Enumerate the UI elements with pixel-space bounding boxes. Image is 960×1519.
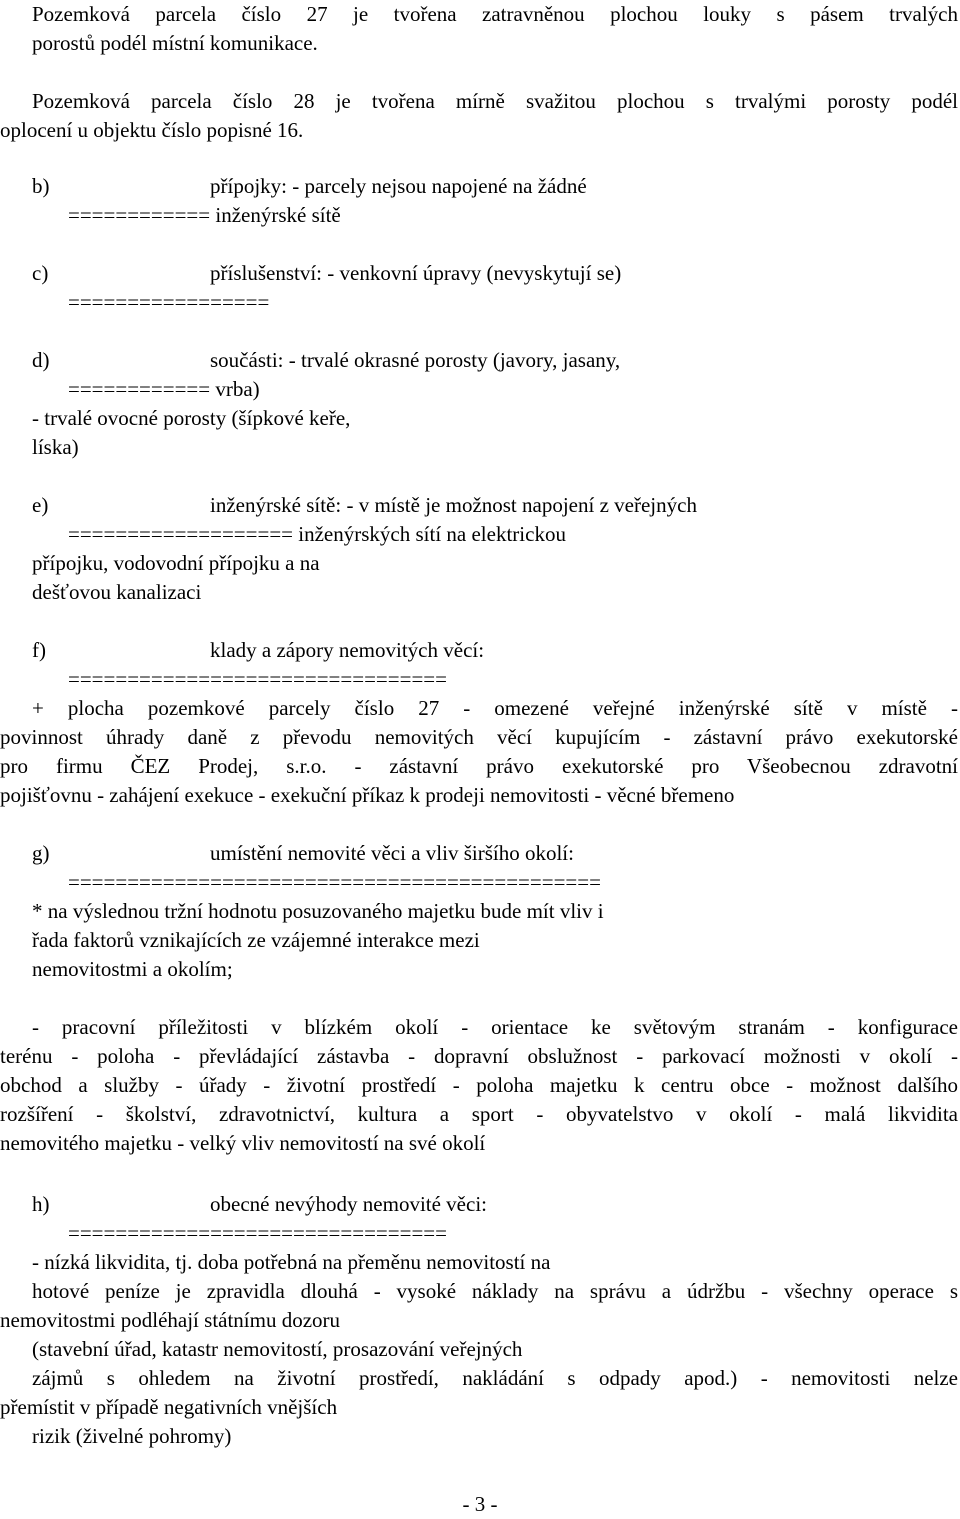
section-h-label: h) [32, 1192, 50, 1216]
section-e-heading [0, 491, 960, 520]
section-g-underline: ============================================= [68, 870, 601, 894]
intro-p27-line1: Pozemková parcela číslo 27 je tvořena zatravněnou plochou louky s pásem trvalých [32, 2, 958, 26]
section-h-line5: zájmů s ohledem na životní prostředí, nakládání s odpady apod.) - nemovitosti nelze [32, 1366, 958, 1390]
page-number: - 3 - [462, 1492, 498, 1516]
section-h-line7: rizik (živelné pohromy) [32, 1424, 232, 1448]
section-d-heading [0, 346, 960, 375]
section-h-line4: (stavební úřad, katastr nemovitostí, prosazování veřejných [32, 1337, 523, 1361]
section-g-body-line5: nemovitého majetku - velký vliv nemovitostí na své okolí [0, 1131, 486, 1155]
section-h-underline: ================================ [68, 1221, 447, 1245]
section-f-label: f) [32, 638, 46, 662]
section-c-underline: ================= [68, 290, 270, 314]
section-d-line4: líska) [32, 435, 79, 459]
section-g-heading [0, 839, 960, 868]
section-f-underline: ================================ [68, 667, 447, 691]
section-g-title: umístění nemovité věci a vliv širšího okolí: [210, 841, 574, 865]
section-g-label: g) [32, 841, 50, 865]
section-e-label: e) [32, 493, 49, 517]
section-e-line4: dešťovou kanalizaci [32, 580, 202, 604]
section-g-body-line2: terénu - poloha - převládající zástavba - dopravní obslužnost - parkovací možnosti v okolí - [0, 1044, 958, 1068]
section-h-title: obecné nevýhody nemovité věci: [210, 1192, 487, 1216]
section-d-line2: ============ vrba) [68, 377, 260, 401]
section-b-title: přípojky: - parcely nejsou napojené na žádné [210, 174, 587, 198]
section-h-line6: přemístit v případě negativních vnějších [0, 1395, 338, 1419]
section-c-label: c) [32, 261, 49, 285]
section-b-line2: ============ inženýrské sítě [68, 203, 341, 227]
section-f-body-line1: + plocha pozemkové parcely číslo 27 - omezené veřejné inženýrské sítě v místě - [32, 696, 958, 720]
section-g-line3: * na výslednou tržní hodnotu posuzovaného majetku bude mít vliv i [32, 899, 604, 923]
section-f-body-line3: pro firmu ČEZ Prodej, s.r.o. - zástavní právo exekutorské pro Všeobecnou zdravotní [0, 754, 958, 778]
intro-p28-line2: oplocení u objektu číslo popisné 16. [0, 118, 304, 142]
section-e-title: inženýrské sítě: - v místě je možnost napojení z veřejných [210, 493, 697, 517]
section-c-title: příslušenství: - venkovní úpravy (nevyskytují se) [210, 261, 622, 285]
section-f-title: klady a zápory nemovitých věcí: [210, 638, 485, 662]
section-g-body-line3: obchod a služby - úřady - životní prostředí - poloha majetku k centru obce - možnost dalšího [0, 1073, 958, 1097]
intro-p28-line1: Pozemková parcela číslo 28 je tvořena mírně svažitou plochou s trvalými porosty podél [32, 89, 958, 113]
section-g-line4: řada faktorů vznikajících ze vzájemné interakce mezi [32, 928, 480, 952]
section-c-heading [0, 259, 960, 288]
section-g-line5: nemovitostmi a okolím; [32, 957, 233, 981]
section-f-body-line4: pojišťovnu - zahájení exekuce - exekuční příkaz k prodeji nemovitosti - věcné břemeno [0, 783, 735, 807]
section-d-line3: - trvalé ovocné porosty (šípkové keře, [32, 406, 351, 430]
section-d-label: d) [32, 348, 50, 372]
section-h-line2: hotové peníze je zpravidla dlouhá - vysoké náklady na správu a údržbu - všechny operace s [32, 1279, 958, 1303]
section-e-line3: přípojku, vodovodní přípojku a na [32, 551, 320, 575]
intro-p27-line2: porostů podél místní komunikace. [32, 31, 318, 55]
section-g-body-line1: - pracovní příležitosti v blízkém okolí - orientace ke světovým stranám - konfigurace [32, 1015, 958, 1039]
section-h-line1: - nízká likvidita, tj. doba potřebná na přeměnu nemovitostí na [32, 1250, 551, 1274]
section-h-heading [0, 1190, 960, 1219]
section-b-label: b) [32, 174, 50, 198]
section-f-heading [0, 636, 960, 665]
section-g-body-line4: rozšíření - školství, zdravotnictví, kultura a sport - obyvatelstvo v okolí - malá likvidita [0, 1102, 958, 1126]
section-e-line2: =================== inženýrských sítí na elektrickou [68, 522, 566, 546]
section-f-body-line2: povinnost úhrady daně z převodu nemovitých věcí kupujícím - zástavní právo exekutorské [0, 725, 958, 749]
section-b-heading [0, 172, 960, 201]
section-h-line3: nemovitostmi podléhají státnímu dozoru [0, 1308, 341, 1332]
section-d-title: součásti: - trvalé okrasné porosty (javory, jasany, [210, 348, 621, 372]
